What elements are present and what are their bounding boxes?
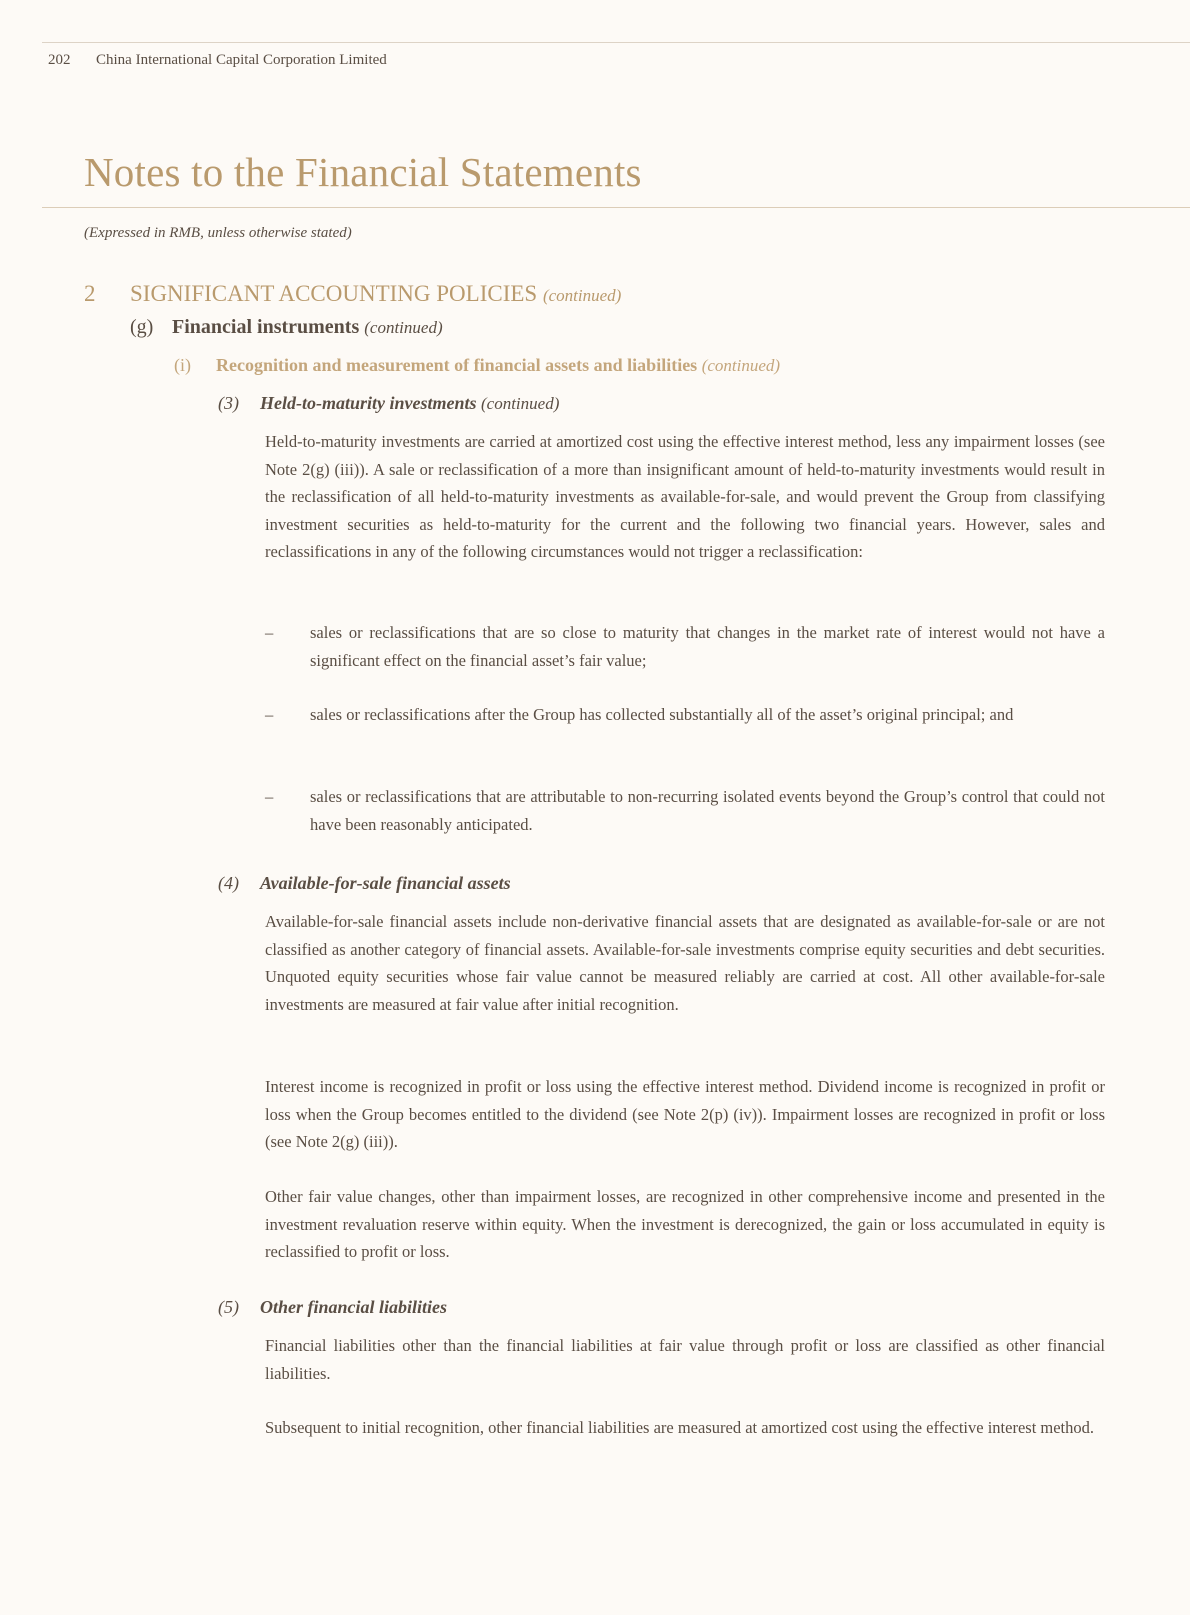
- page-number: 202: [48, 52, 71, 68]
- continued-label: (continued): [364, 318, 443, 337]
- dash-bullet-icon: –: [265, 623, 274, 642]
- dash-bullet-icon: –: [265, 787, 274, 806]
- paragraph: Subsequent to initial recognition, other financial liabilities are measured at amortized cost using the effective interest method.: [265, 1418, 1095, 1437]
- list-item: [265, 619, 1105, 674]
- item-label: Held-to-maturity investments: [260, 393, 477, 413]
- item-number: (3): [218, 393, 239, 413]
- paragraph: Other fair value changes, other than impairment losses, are recognized in other comprehensive income and presented in the investment revaluation reserve within equity. When the investment is derecognized, the gain or loss accumulated in equity is reclassified to profit or loss.: [265, 1187, 1105, 1261]
- subsubsection-heading: [174, 355, 780, 376]
- subsubsection-label: Recognition and measurement of financial assets and liabilities: [216, 355, 698, 375]
- header-rule: [42, 42, 1190, 43]
- section-label: SIGNIFICANT ACCOUNTING POLICIES: [130, 281, 538, 306]
- list-item-text: sales or reclassifications that are so close to maturity that changes in the market rate of interest would not have a significant effect on the financial asset’s fair value;: [310, 623, 1105, 670]
- continued-label: (continued): [701, 356, 781, 375]
- paragraph: Held-to-maturity investments are carried at amortized cost using the effective interest method, less any impairment losses (see Note 2(g) (iii)). A sale or reclassification of a more than insignificant amount of held-to-maturity investments would result in the reclassification of all held-to-maturity investments as available-for-sale, and would prevent the Group from classifying investment securities as held-to-maturity for the current and the following two financial years. However, sales and reclassifications in any of the following circumstances would not trigger a reclassification:: [265, 432, 1105, 561]
- item-number: (5): [218, 1297, 239, 1317]
- continued-label: (continued): [542, 286, 622, 305]
- section-number: 2: [84, 281, 96, 306]
- list-item-text: sales or reclassifications that are attributable to non-recurring isolated events beyond the Group’s control that could not have been reasonably anticipated.: [310, 787, 1105, 834]
- paragraph: Financial liabilities other than the financial liabilities at fair value through profit or loss are classified as other financial liabilities.: [265, 1336, 1105, 1383]
- item-heading-held-to-maturity: [218, 393, 559, 414]
- list-item: [265, 701, 1105, 729]
- section-heading: [84, 281, 621, 307]
- subsubsection-number: (i): [174, 355, 191, 375]
- item-heading-available-for-sale: [218, 873, 511, 894]
- page-title: Notes to the Financial Statements: [84, 149, 642, 195]
- list-item-text: sales or reclassifications after the Group has collected substantially all of the asset’s original principal; and: [310, 705, 1014, 724]
- dash-bullet-icon: –: [265, 705, 274, 724]
- subsection-label: Financial instruments: [172, 316, 360, 338]
- continued-label: (continued): [481, 394, 560, 413]
- item-label: Other financial liabilities: [260, 1297, 448, 1317]
- item-heading-other-financial-liabilities: [218, 1297, 447, 1318]
- paragraph: Available-for-sale financial assets include non-derivative financial assets that are designated as available-for-sale or are not classified as another category of financial assets. Available-for-sale investments comprise equity securities and debt securities. Unquoted equity securities whose fair value cannot be measured reliably are carried at cost. All other available-for-sale investments are measured at fair value after initial recognition.: [265, 912, 1105, 1014]
- item-label: Available-for-sale financial assets: [260, 873, 511, 893]
- item-number: (4): [218, 873, 239, 893]
- list-item: [265, 783, 1105, 838]
- running-header: [48, 52, 387, 69]
- subsection-number: (g): [130, 316, 154, 338]
- paragraph: Interest income is recognized in profit or loss using the effective interest method. Dividend income is recognized in profit or loss when the Group becomes entitled to the dividend (see Note 2(p) (iv)). Impairment losses are recognized in profit or loss (see Note 2(g) (iii)).: [265, 1077, 1105, 1151]
- currency-note: (Expressed in RMB, unless otherwise stated): [84, 225, 352, 241]
- title-rule: [42, 207, 1190, 208]
- company-name: China International Capital Corporation Limited: [96, 52, 387, 68]
- subsection-heading: [130, 316, 443, 339]
